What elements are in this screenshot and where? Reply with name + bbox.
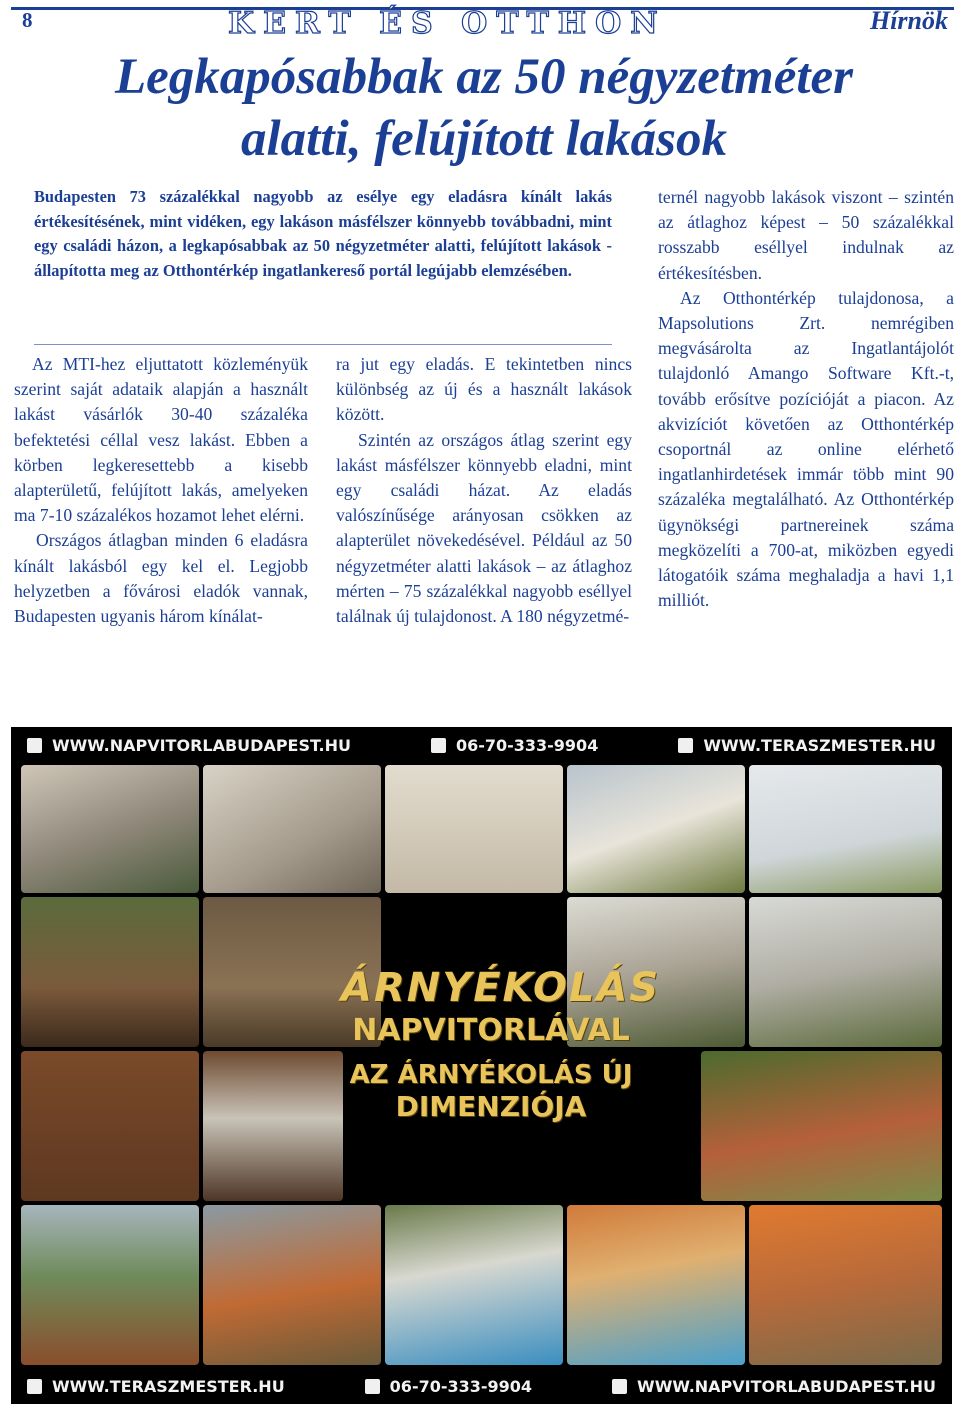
lead-paragraph: Budapesten 73 százalékkal nagyobb az esélye egy eladásra kínált lakás értékesítésének, mint vidéken, egy lakáson másfélszer könnyebb továbbadni, mint egy családi házon, a legkapósabbak az 50 négyzetméter alatti, felújított lakások - állapította meg az Otthontérkép ingatlankereső portál legújabb elemzésében. <box>34 187 612 280</box>
square-bullet-icon <box>27 738 42 753</box>
column-1-paragraph-2: Országos átlagban minden 6 eladásra kínált lakásból egy kel el. Legjobb helyzetben a fővárosi eladók vannak, Budapesten ugyanis három kínálat- <box>14 530 308 627</box>
column-2-paragraph-1: ra jut egy eladás. E tekintetben nincs különbség az új és a használt lakások között. <box>336 354 632 425</box>
photo-tile-brick-wall <box>21 1051 199 1201</box>
photo-tile-sail <box>749 765 942 893</box>
ad-bottom-left-link[interactable]: WWW.TERASZMESTER.HU <box>11 1377 301 1396</box>
article-column-2 <box>336 352 632 629</box>
ad-title-line-1: ÁRNYÉKOLÁS <box>341 965 661 1011</box>
page-number: 8 <box>22 8 33 32</box>
photo-tile-pool <box>567 1205 745 1365</box>
headline <box>14 46 954 170</box>
photo-tile-court <box>701 1051 942 1201</box>
ad-bottom-phone: 06-70-333-9904 <box>349 1377 548 1396</box>
photo-tile-sail <box>203 1205 381 1365</box>
advertisement <box>11 727 952 1404</box>
article-column-1 <box>14 352 308 629</box>
photo-tile-pool <box>385 1205 563 1365</box>
publication-logo: Hírnök <box>869 6 948 35</box>
ad-bottom-right-link[interactable]: WWW.NAPVITORLABUDAPEST.HU <box>596 1377 952 1396</box>
photo-tile-sail <box>749 897 942 1047</box>
lead-divider <box>34 344 612 345</box>
square-bullet-icon <box>27 1379 42 1394</box>
column-2-paragraph-2: Szintén az országos átlag szerint egy lakást másfélszer könnyebb eladni, mint egy családi házat. Az eladás valószínűsége arányosan csökken az alapterület növekedésével. Például az 50 négyzetméter alatti lakások – az átlaghoz mérten – 75 százalékkal nagyobb eséllyel találnak új tulajdonost. A 180 négyzetmé- <box>336 429 632 627</box>
square-bullet-icon <box>431 738 446 753</box>
square-bullet-icon <box>678 738 693 753</box>
column-3-paragraph-2: Az Otthontérkép tulajdonosa, a Mapsolutions Zrt. nemrégiben megvásárolta az Ingatlantájolót tulajdonló Amango Software Kft.-t, tovább erősítve pozícióját a piacon. Az akvizíciót követően az Otthontérkép csoportnál az online elérhető ingatlanhirdetések immár több mint 90 százaléka megtalálható. Az Otthontérkép ügynökségi partnereinek száma megközelíti a 700-at, miközben egyedi látogatóik száma meghaladja a havi 1,1 milliót. <box>658 287 954 611</box>
photo-tile-terrace <box>21 897 199 1047</box>
photo-tile-house <box>21 765 199 893</box>
photo-tile-umbrellas <box>749 1205 942 1365</box>
headline-line-2: alatti, felújított lakások <box>241 111 727 167</box>
headline-line-1: Legkapósabbak az 50 négyzetméter <box>115 49 853 105</box>
photo-tile-landscape <box>21 1205 199 1365</box>
ad-top-bar <box>11 727 952 763</box>
ad-bottom-bar <box>11 1368 952 1404</box>
article-column-3 <box>658 185 954 613</box>
square-bullet-icon <box>365 1379 380 1394</box>
ad-title <box>341 965 661 1123</box>
ad-top-right-link[interactable]: WWW.TERASZMESTER.HU <box>662 736 952 755</box>
ad-title-line-2: NAPVITORLÁVAL <box>352 1013 630 1048</box>
photo-tile-sail <box>567 765 745 893</box>
photo-tile-house <box>203 765 381 893</box>
column-1-paragraph-1: Az MTI-hez eljuttatott közleményük szerint saját adataik alapján a használt lakást vásárlók 30-40 százaléka befektetési céllal vesz lakást. Ebben a körben legkeresettebb a kisebb alapterületű, felújított lakás, amelyeken ma 7-10 százalékos hozamot lehet elérni. <box>14 354 308 526</box>
column-3-paragraph-1: ternél nagyobb lakások viszont – szintén az átlaghoz képest – 50 százalékkal rosszabb eséllyel indulnak az értékesítésben. <box>658 187 954 283</box>
ad-top-phone: 06-70-333-9904 <box>415 736 614 755</box>
ad-title-line-3: AZ ÁRNYÉKOLÁS ÚJ <box>349 1060 633 1090</box>
square-bullet-icon <box>612 1379 627 1394</box>
photo-tile-window <box>203 1051 343 1201</box>
section-title: KERT ÉS OTTHON <box>228 6 667 41</box>
ad-top-left-link[interactable]: WWW.NAPVITORLABUDAPEST.HU <box>11 736 367 755</box>
ad-title-line-4: DIMENZIÓJA <box>395 1090 587 1123</box>
photo-tile-wall <box>385 765 563 893</box>
